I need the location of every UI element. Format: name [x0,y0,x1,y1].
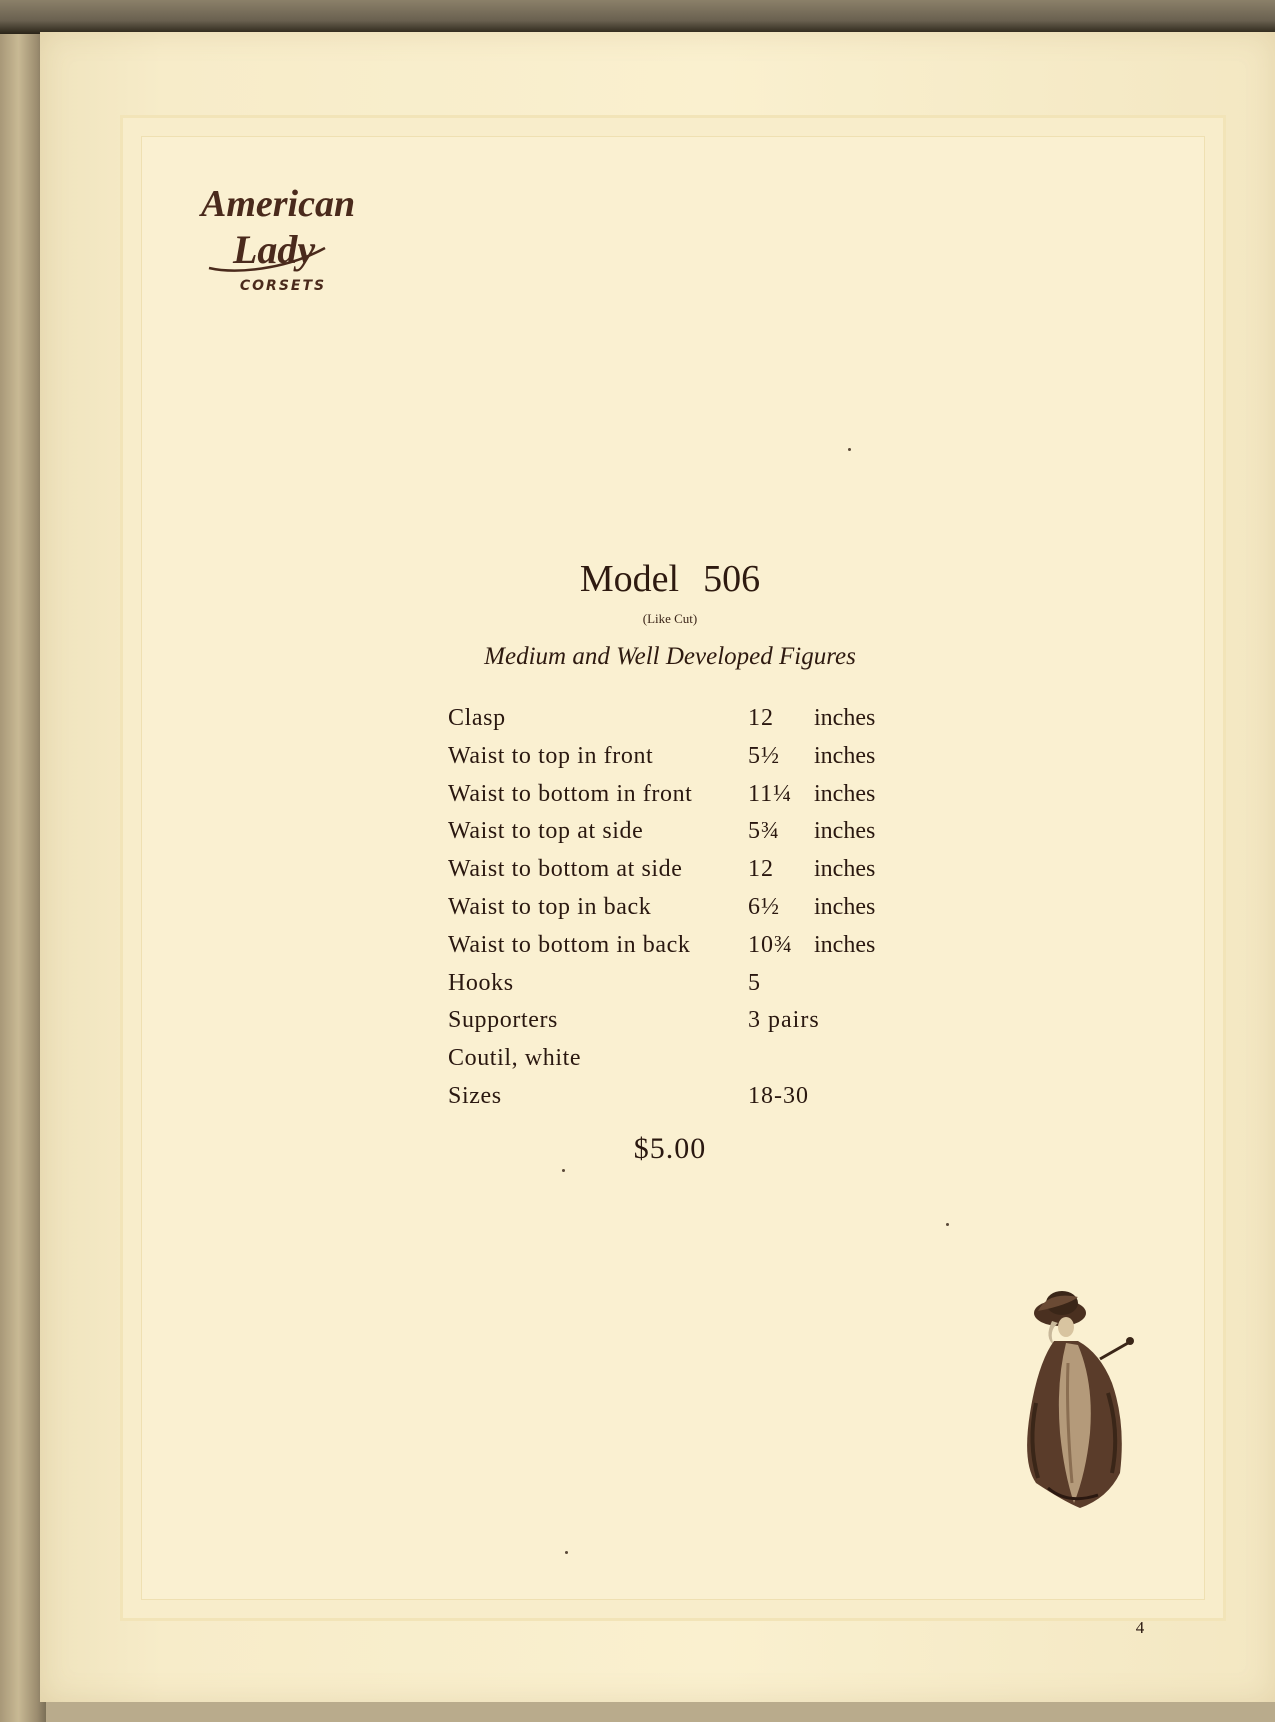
spec-unit: inches [814,818,876,845]
logo-line2: Lady [233,227,316,272]
logo-line1: American [201,183,356,225]
spec-row [448,700,908,738]
spec-unit: inches [814,780,876,807]
spec-row [448,965,908,1003]
spec-label: Waist to bottom at side [448,856,683,883]
paper-speck [562,1169,565,1172]
paper-speck [565,1551,568,1554]
spec-label: Waist to bottom in back [448,931,691,958]
spec-row [448,851,908,889]
like-cut-note: (Like Cut) [642,611,698,626]
logo-line3: CORSETS [239,278,327,294]
spec-row [448,776,908,814]
price: $5.00 [633,1132,707,1165]
spec-label: Hooks [448,969,514,996]
spec-value: 18-30 [748,1082,809,1109]
page-subtitle: Medium and Well Developed Figures [484,643,856,670]
page-title [480,557,860,601]
spec-row [448,1078,908,1116]
spec-value: 6½ [748,893,780,920]
spec-value: 12 [748,856,774,883]
spec-unit: inches [814,856,876,883]
spec-label: Waist to top at side [448,818,644,845]
spec-value: 12 [748,705,774,731]
spec-unit: inches [814,742,876,769]
spec-list [448,700,908,1116]
spec-value: 11¼ [748,780,793,807]
spec-row [448,927,908,965]
spec-unit: inches [814,705,876,731]
american-lady-logo [195,178,365,303]
spec-label: Coutil, white [448,1045,582,1072]
spec-row [448,889,908,927]
victorian-lady-illustration [1008,1283,1148,1513]
spec-row [448,1040,908,1078]
title-word: Model [579,558,680,600]
paper-speck [848,448,851,451]
spec-label: Sizes [448,1082,502,1109]
spec-value: 10¾ [748,931,793,958]
spec-unit: inches [814,893,876,920]
spec-label: Supporters [448,1007,558,1034]
page-number: 4 [1135,1618,1145,1637]
spec-label: Waist to top in front [448,742,654,769]
spec-row [448,813,908,851]
spec-label: Clasp [448,705,506,731]
spec-label: Waist to bottom in front [448,780,693,807]
spec-row [448,1002,908,1040]
spec-value: 5¾ [748,818,780,845]
paper-speck [946,1223,949,1226]
title-number: 506 [703,558,761,600]
cover-edge [0,0,1275,34]
spec-value: 5 [748,969,761,996]
spec-value: 5½ [748,742,780,769]
spec-value: 3 pairs [748,1007,820,1034]
logo-script [195,178,365,278]
spec-row [448,738,908,776]
spec-label: Waist to top in back [448,893,652,920]
spec-unit: inches [814,931,876,958]
